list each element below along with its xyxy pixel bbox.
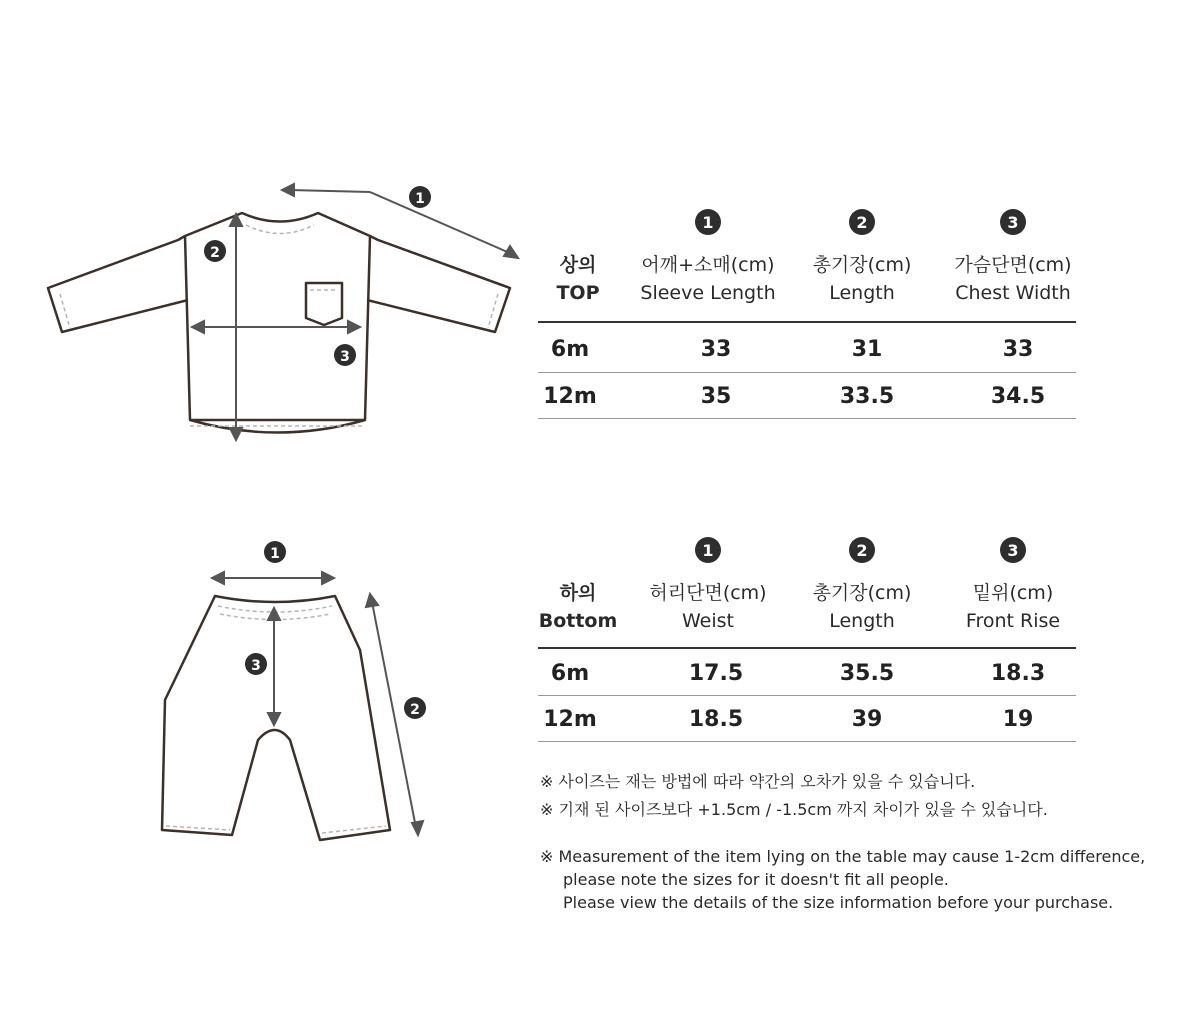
row-divider — [538, 695, 1076, 696]
value-cell: 34.5 — [990, 384, 1046, 409]
size-label: 6m — [550, 661, 590, 686]
category-en: TOP — [556, 282, 600, 304]
col-ko: 총기장(cm) — [812, 254, 912, 276]
value-cell: 35 — [700, 384, 732, 409]
size-label: 12m — [543, 707, 597, 732]
top-illustration — [0, 170, 530, 460]
note-ko-2: ※ 기재 된 사이즈보다 +1.5cm / -1.5cm 까지 차이가 있을 수 있습니다. — [540, 800, 1048, 819]
top-category-header — [556, 251, 599, 307]
row-divider — [538, 372, 1076, 373]
bottom-header-rule — [538, 647, 1076, 649]
value-cell: 19 — [1002, 707, 1034, 732]
col-ko: 총기장(cm) — [812, 582, 912, 604]
category-en: Bottom — [538, 610, 618, 632]
note-en-3: Please view the details of the size information before your purchase. — [563, 893, 1114, 912]
bottom-marker-row — [538, 537, 1076, 565]
col-en: Weist — [681, 610, 734, 632]
value-cell: 35.5 — [839, 661, 895, 686]
category-ko: 상의 — [559, 254, 597, 276]
svg-text:2: 2 — [410, 702, 420, 718]
table-row — [538, 327, 1076, 373]
top-marker-row — [538, 209, 1076, 237]
bottom-illustration-markers — [245, 541, 426, 719]
english-notes — [540, 845, 1190, 914]
value-cell: 33.5 — [839, 384, 895, 409]
svg-text:1: 1 — [415, 191, 425, 207]
col-en: Length — [829, 610, 895, 632]
top-col-sleeve — [640, 251, 775, 307]
table-row — [538, 697, 1076, 743]
value-cell: 18.3 — [990, 661, 1046, 686]
marker-3-icon: 3 — [1000, 209, 1026, 235]
top-header-row — [538, 251, 1076, 313]
col-en: Front Rise — [965, 610, 1061, 632]
marker-2-icon: 2 — [849, 209, 875, 235]
bottom-illustration — [150, 530, 440, 850]
top-col-length — [813, 251, 912, 307]
col-ko: 허리단면(cm) — [649, 582, 767, 604]
row-divider — [538, 418, 1076, 419]
category-ko: 하의 — [559, 582, 597, 604]
table-row — [538, 651, 1076, 697]
marker-2-icon: 2 — [849, 537, 875, 563]
note-ko-1: ※ 사이즈는 재는 방법에 따라 약간의 오차가 있을 수 있습니다. — [540, 772, 976, 791]
value-cell: 31 — [851, 337, 883, 362]
bottom-col-length — [813, 579, 912, 635]
svg-text:2: 2 — [210, 245, 220, 261]
note-en-1: ※ Measurement of the item lying on the table may cause 1-2cm difference, — [540, 847, 1146, 866]
col-ko: 가슴단면(cm) — [954, 254, 1072, 276]
size-label: 12m — [543, 384, 597, 409]
svg-text:1: 1 — [270, 546, 280, 562]
top-col-chest — [954, 251, 1071, 307]
size-label: 6m — [550, 337, 590, 362]
row-divider — [538, 741, 1076, 742]
value-cell: 39 — [851, 707, 883, 732]
col-en: Chest Width — [955, 282, 1071, 304]
svg-text:3: 3 — [251, 658, 261, 674]
bottom-header-row — [538, 579, 1076, 641]
bottom-col-waist — [649, 579, 766, 635]
table-row — [538, 374, 1076, 420]
svg-text:3: 3 — [340, 349, 350, 365]
value-cell: 33 — [1002, 337, 1034, 362]
top-header-rule — [538, 321, 1076, 323]
korean-notes — [540, 768, 1180, 824]
col-ko: 밑위(cm) — [972, 582, 1054, 604]
bottom-col-rise — [966, 579, 1060, 635]
value-cell: 17.5 — [688, 661, 744, 686]
col-ko: 어깨+소매(cm) — [641, 254, 775, 276]
marker-1-icon: 1 — [695, 209, 721, 235]
bottom-category-header — [539, 579, 618, 635]
col-en: Length — [829, 282, 895, 304]
value-cell: 18.5 — [688, 707, 744, 732]
col-en: Sleeve Length — [640, 282, 776, 304]
marker-3-icon: 3 — [1000, 537, 1026, 563]
note-en-2: please note the sizes for it doesn't fit all people. — [563, 870, 949, 889]
value-cell: 33 — [700, 337, 732, 362]
marker-1-icon: 1 — [695, 537, 721, 563]
